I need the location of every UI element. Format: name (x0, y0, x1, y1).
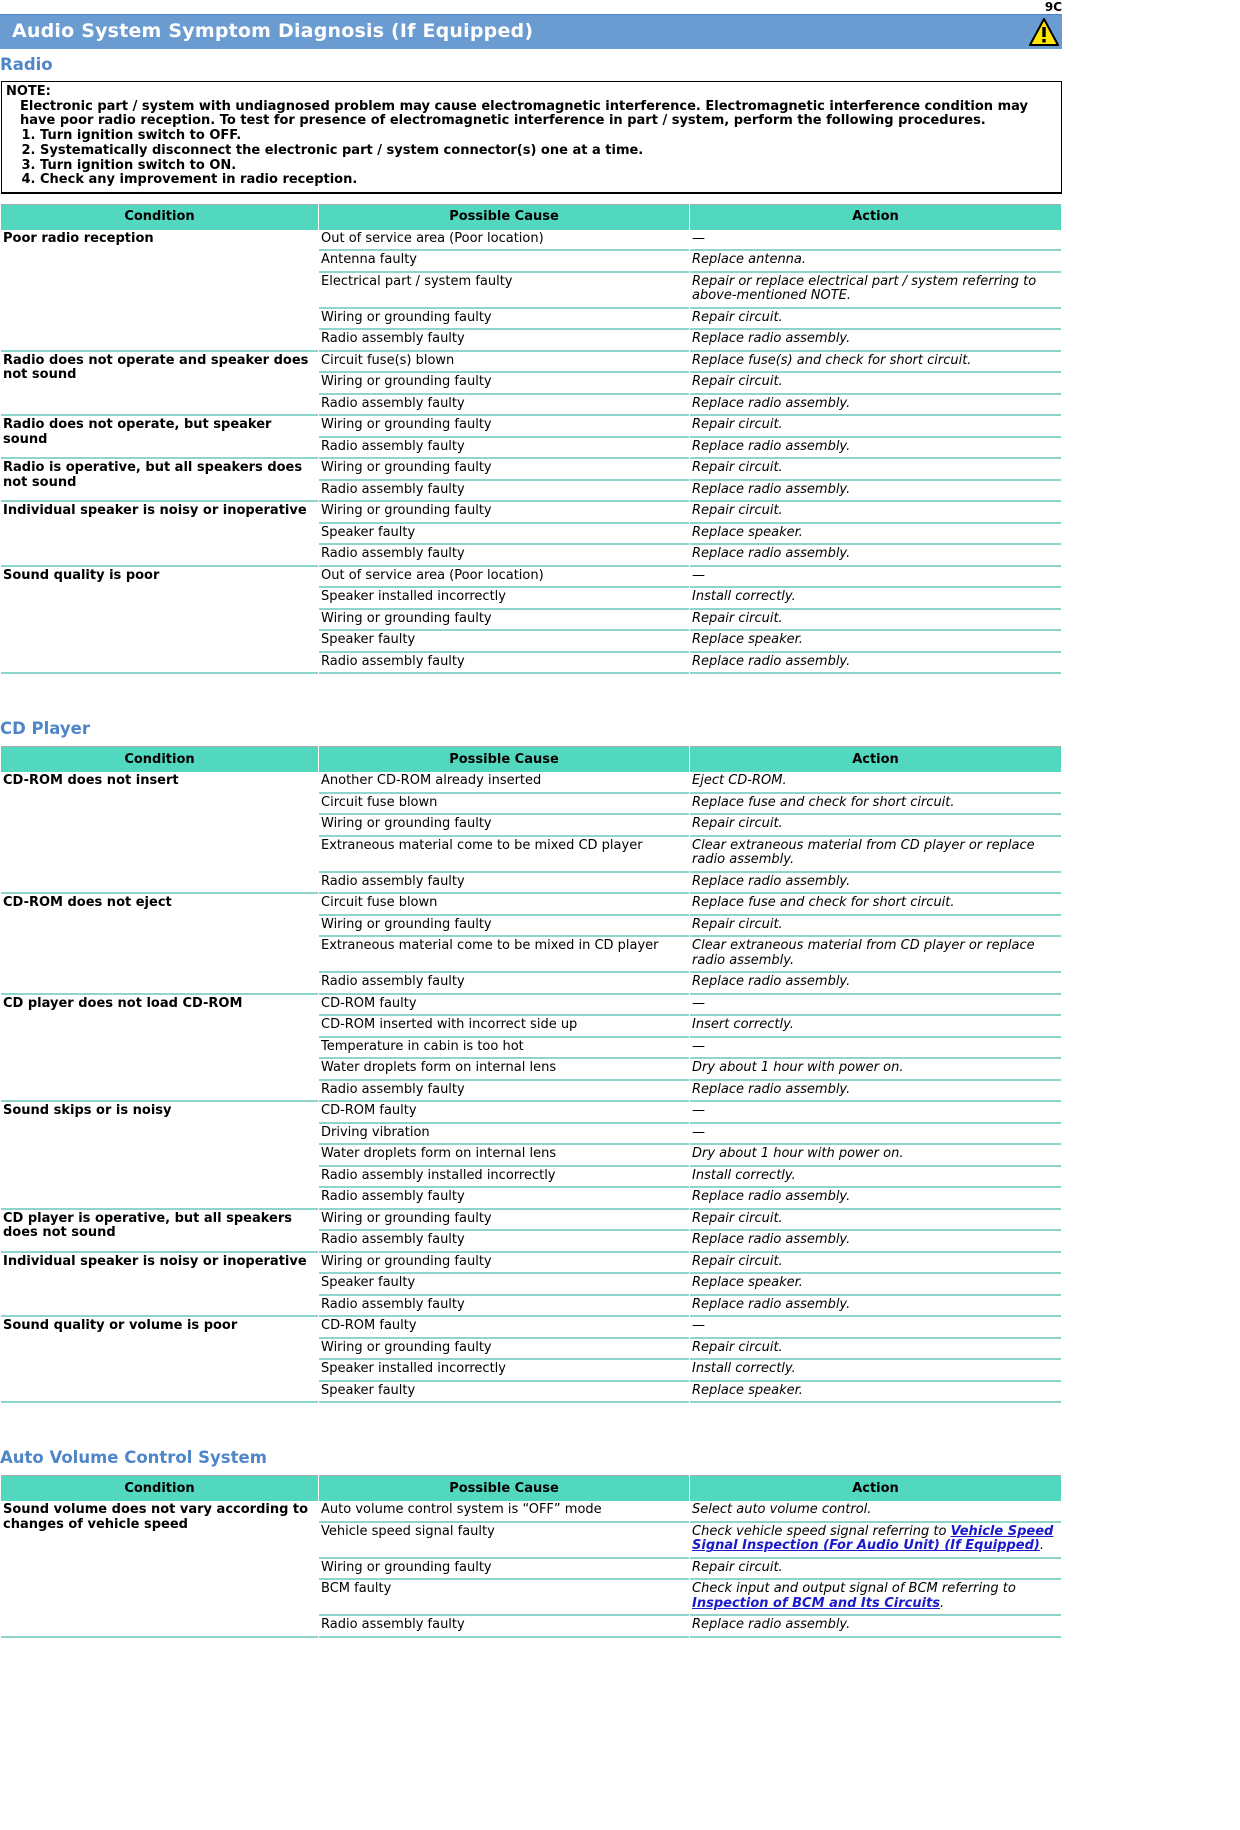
action-cell: Repair circuit. (690, 1339, 1061, 1361)
action-cell: Replace radio assembly. (690, 1081, 1061, 1103)
possible-cause-cell: Temperature in cabin is too hot (319, 1038, 689, 1060)
action-text: Check vehicle speed signal referring to (692, 1523, 951, 1539)
action-cell: Repair circuit. (690, 1210, 1061, 1232)
action-cell: Replace radio assembly. (690, 973, 1061, 995)
action-cell: Install correctly. (690, 1167, 1061, 1189)
action-cell: Replace radio assembly. (690, 1296, 1061, 1318)
possible-cause-cell: Radio assembly faulty (319, 1081, 689, 1103)
possible-cause-cell: Wiring or grounding faulty (319, 916, 689, 938)
table-row (1, 416, 1061, 438)
possible-cause-cell: CD-ROM faulty (319, 1317, 689, 1339)
action-cell: Replace radio assembly. (690, 1231, 1061, 1253)
action-cell: — (690, 995, 1061, 1017)
table-row (1, 894, 1061, 916)
possible-cause-cell: Radio assembly faulty (319, 438, 689, 460)
note-label: NOTE: (6, 84, 51, 99)
table-row (1, 1210, 1061, 1232)
possible-cause-cell: Radio assembly faulty (319, 330, 689, 352)
title-bar (0, 14, 1062, 49)
possible-cause-cell: Radio assembly faulty (319, 653, 689, 675)
possible-cause-cell: Circuit fuse blown (319, 894, 689, 916)
note-step: 4. Check any improvement in radio reception. (40, 173, 1057, 188)
header-possible-cause: Possible Cause (319, 746, 689, 772)
action-cell: Repair circuit. (690, 309, 1061, 331)
action-cell: — (690, 1102, 1061, 1124)
condition-cell: Individual speaker is noisy or inoperative (1, 1253, 318, 1318)
possible-cause-cell: Speaker faulty (319, 1382, 689, 1404)
table-row (1, 995, 1061, 1017)
action-cell: Repair circuit. (690, 1253, 1061, 1275)
note-step: 1. Turn ignition switch to OFF. (40, 129, 1057, 144)
action-cell (690, 1580, 1061, 1616)
action-cell: — (690, 1317, 1061, 1339)
table-row (1, 352, 1061, 374)
action-cell: Replace fuse and check for short circuit. (690, 794, 1061, 816)
header-possible-cause: Possible Cause (319, 1475, 689, 1501)
note-step: 2. Systematically disconnect the electronic part / system connector(s) one at a time. (40, 144, 1057, 159)
note-body (6, 100, 1057, 188)
possible-cause-cell: BCM faulty (319, 1580, 689, 1616)
action-cell: Repair circuit. (690, 916, 1061, 938)
condition-cell: Individual speaker is noisy or inoperative (1, 502, 318, 567)
possible-cause-cell: Wiring or grounding faulty (319, 309, 689, 331)
condition-cell: CD-ROM does not insert (1, 772, 318, 894)
action-cell: Replace speaker. (690, 631, 1061, 653)
note-text: Electronic part / system with undiagnosed problem may cause electromagnetic interference. Electromagnetic interference condition may have poor radio reception. To test for presence of electromagnetic interference in part / system, perform the following procedures. (20, 98, 1028, 129)
possible-cause-cell: Wiring or grounding faulty (319, 1253, 689, 1275)
condition-cell: CD player is operative, but all speakers does not sound (1, 1210, 318, 1253)
action-cell: Replace radio assembly. (690, 395, 1061, 417)
header-possible-cause: Possible Cause (319, 204, 689, 230)
possible-cause-cell: Speaker faulty (319, 631, 689, 653)
possible-cause-cell: Wiring or grounding faulty (319, 1559, 689, 1581)
action-cell: Replace radio assembly. (690, 1188, 1061, 1210)
section-heading-radio: Radio (0, 55, 53, 74)
table-header-row (1, 204, 1061, 230)
possible-cause-cell: Wiring or grounding faulty (319, 610, 689, 632)
possible-cause-cell: Extraneous material come to be mixed in CD player (319, 937, 689, 973)
possible-cause-cell: Water droplets form on internal lens (319, 1145, 689, 1167)
warning-icon (1028, 17, 1060, 47)
section-heading-auto-volume-control: Auto Volume Control System (0, 1448, 267, 1468)
action-cell: Repair circuit. (690, 815, 1061, 837)
note-step: 3. Turn ignition switch to ON. (40, 159, 1057, 174)
action-text: Check input and output signal of BCM referring to (692, 1581, 1016, 1597)
possible-cause-cell: Radio assembly faulty (319, 481, 689, 503)
section-heading-cd-player: CD Player (0, 719, 91, 739)
header-condition: Condition (1, 204, 318, 230)
action-cell: Repair circuit. (690, 610, 1061, 632)
page-number: 9C (1044, 0, 1062, 14)
possible-cause-cell: Antenna faulty (319, 251, 689, 273)
action-cell: Repair circuit. (690, 502, 1061, 524)
table-row (1, 502, 1061, 524)
possible-cause-cell: Out of service area (Poor location) (319, 230, 689, 252)
condition-cell: Radio is operative, but all speakers does not sound (1, 459, 318, 502)
action-cell: Replace fuse and check for short circuit. (690, 894, 1061, 916)
condition-cell: Radio does not operate, but speaker sound (1, 416, 318, 459)
action-cell: Replace radio assembly. (690, 1616, 1061, 1638)
possible-cause-cell: Circuit fuse blown (319, 794, 689, 816)
action-cell: Replace radio assembly. (690, 545, 1061, 567)
action-cell: Replace radio assembly. (690, 481, 1061, 503)
action-cell: — (690, 1038, 1061, 1060)
table-header-row (1, 1475, 1061, 1501)
action-cell: Replace speaker. (690, 1382, 1061, 1404)
condition-cell: Sound skips or is noisy (1, 1102, 318, 1210)
possible-cause-cell: Radio assembly faulty (319, 1616, 689, 1638)
auto-volume-control-table (0, 1475, 1062, 1638)
action-cell: Repair or replace electrical part / system referring to above-mentioned NOTE. (690, 273, 1061, 309)
table-row (1, 230, 1061, 252)
table-row (1, 772, 1061, 794)
possible-cause-cell: Auto volume control system is “OFF” mode (319, 1501, 689, 1523)
possible-cause-cell: Extraneous material come to be mixed CD player (319, 837, 689, 873)
action-cell: — (690, 230, 1061, 252)
header-condition: Condition (1, 1475, 318, 1501)
possible-cause-cell: Wiring or grounding faulty (319, 1210, 689, 1232)
possible-cause-cell: Vehicle speed signal faulty (319, 1523, 689, 1559)
possible-cause-cell: Another CD-ROM already inserted (319, 772, 689, 794)
possible-cause-cell: Radio assembly faulty (319, 1188, 689, 1210)
action-cell: Repair circuit. (690, 459, 1061, 481)
cd-player-table (0, 746, 1062, 1403)
action-cell: Replace radio assembly. (690, 653, 1061, 675)
action-cell: Replace speaker. (690, 1274, 1061, 1296)
possible-cause-cell: Wiring or grounding faulty (319, 1339, 689, 1361)
possible-cause-cell: Radio assembly faulty (319, 1296, 689, 1318)
header-action: Action (690, 746, 1061, 772)
possible-cause-cell: Circuit fuse(s) blown (319, 352, 689, 374)
action-cell: Repair circuit. (690, 416, 1061, 438)
possible-cause-cell: CD-ROM inserted with incorrect side up (319, 1016, 689, 1038)
action-suffix: . (1039, 1538, 1045, 1554)
action-suffix: . (940, 1595, 945, 1611)
possible-cause-cell: Driving vibration (319, 1124, 689, 1146)
action-cell: Clear extraneous material from CD player or replace radio assembly. (690, 937, 1061, 973)
possible-cause-cell: CD-ROM faulty (319, 1102, 689, 1124)
possible-cause-cell: Speaker faulty (319, 1274, 689, 1296)
possible-cause-cell: Radio assembly faulty (319, 545, 689, 567)
condition-cell: Sound quality is poor (1, 567, 318, 675)
header-action: Action (690, 204, 1061, 230)
action-cell: Dry about 1 hour with power on. (690, 1059, 1061, 1081)
action-cell: Dry about 1 hour with power on. (690, 1145, 1061, 1167)
condition-cell: Poor radio reception (1, 230, 318, 352)
action-cell: Select auto volume control. (690, 1501, 1061, 1523)
possible-cause-cell: Electrical part / system faulty (319, 273, 689, 309)
radio-table (0, 204, 1062, 675)
possible-cause-cell: Wiring or grounding faulty (319, 815, 689, 837)
possible-cause-cell: Radio assembly faulty (319, 1231, 689, 1253)
possible-cause-cell: Wiring or grounding faulty (319, 502, 689, 524)
action-cell: Replace antenna. (690, 251, 1061, 273)
action-cell (690, 1523, 1061, 1559)
table-row (1, 567, 1061, 589)
reference-link[interactable]: Vehicle Speed Signal Inspection (For Audio Unit) (If Equipped) (692, 1523, 1054, 1554)
action-cell: Repair circuit. (690, 373, 1061, 395)
action-cell: Clear extraneous material from CD player or replace radio assembly. (690, 837, 1061, 873)
condition-cell: Radio does not operate and speaker does not sound (1, 352, 318, 417)
possible-cause-cell: Radio assembly installed incorrectly (319, 1167, 689, 1189)
condition-cell: CD player does not load CD-ROM (1, 995, 318, 1103)
possible-cause-cell: Out of service area (Poor location) (319, 567, 689, 589)
header-action: Action (690, 1475, 1061, 1501)
possible-cause-cell: Wiring or grounding faulty (319, 373, 689, 395)
possible-cause-cell: Water droplets form on internal lens (319, 1059, 689, 1081)
header-condition: Condition (1, 746, 318, 772)
table-row (1, 1501, 1061, 1523)
action-cell: Replace fuse(s) and check for short circuit. (690, 352, 1061, 374)
action-cell: Repair circuit. (690, 1559, 1061, 1581)
page-title: Audio System Symptom Diagnosis (If Equipped) (12, 20, 534, 42)
possible-cause-cell: Speaker installed incorrectly (319, 1360, 689, 1382)
table-row (1, 1253, 1061, 1275)
action-cell: Replace radio assembly. (690, 330, 1061, 352)
possible-cause-cell: Radio assembly faulty (319, 973, 689, 995)
table-row (1, 1102, 1061, 1124)
action-cell: Replace radio assembly. (690, 873, 1061, 895)
possible-cause-cell: Radio assembly faulty (319, 873, 689, 895)
action-cell: Install correctly. (690, 1360, 1061, 1382)
action-cell: Eject CD-ROM. (690, 772, 1061, 794)
possible-cause-cell: Speaker installed incorrectly (319, 588, 689, 610)
action-cell: — (690, 567, 1061, 589)
possible-cause-cell: Radio assembly faulty (319, 395, 689, 417)
table-row (1, 1317, 1061, 1339)
possible-cause-cell: Wiring or grounding faulty (319, 416, 689, 438)
condition-cell: Sound volume does not vary according to changes of vehicle speed (1, 1501, 318, 1638)
condition-cell: Sound quality or volume is poor (1, 1317, 318, 1403)
table-row (1, 459, 1061, 481)
possible-cause-cell: Speaker faulty (319, 524, 689, 546)
action-cell: Install correctly. (690, 588, 1061, 610)
note-box (1, 81, 1062, 194)
action-cell: Replace speaker. (690, 524, 1061, 546)
table-header-row (1, 746, 1061, 772)
possible-cause-cell: Wiring or grounding faulty (319, 459, 689, 481)
note-steps (20, 129, 1057, 188)
action-cell: — (690, 1124, 1061, 1146)
possible-cause-cell: CD-ROM faulty (319, 995, 689, 1017)
condition-cell: CD-ROM does not eject (1, 894, 318, 995)
action-cell: Replace radio assembly. (690, 438, 1061, 460)
reference-link[interactable]: Inspection of BCM and Its Circuits (692, 1595, 941, 1611)
action-cell: Insert correctly. (690, 1016, 1061, 1038)
